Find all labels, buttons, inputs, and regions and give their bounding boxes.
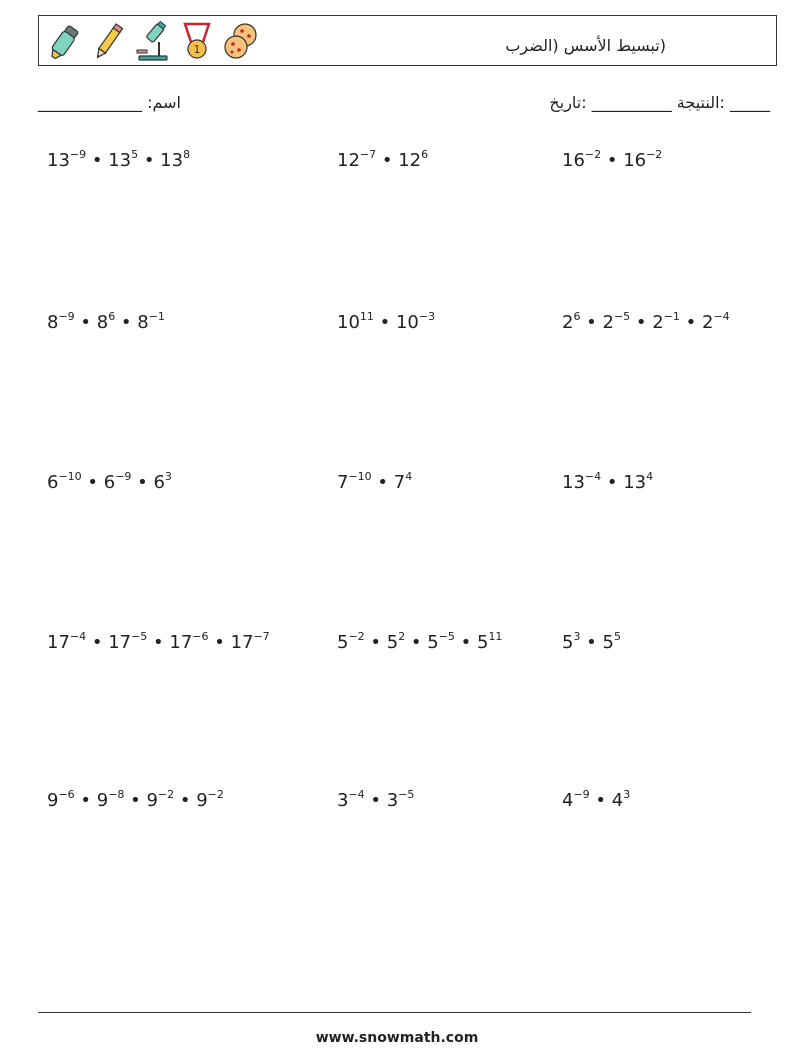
term-exponent: −5 [438,630,455,643]
multiply-operator: • [86,150,109,171]
multiply-operator: • [115,312,138,333]
footer-divider [38,1012,751,1013]
term-base: 10 [395,312,419,333]
term-exponent: 3 [164,470,172,483]
problem-2 [337,150,428,171]
term-base: 12 [337,150,360,171]
term-exponent: −1 [148,310,165,323]
multiply-operator: • [589,790,612,811]
problem-11 [337,632,502,653]
multiply-operator: • [601,150,624,171]
term-base: 13 [108,150,132,171]
term-base: 13 [47,150,70,171]
term-exponent: −4 [69,630,87,643]
name-field-line: _____________ :اسم [38,93,181,112]
term-exponent: −5 [398,788,415,801]
footer-url: www.snowmath.com [315,1030,479,1046]
multiply-operator: • [580,632,603,653]
term-exponent: −4 [584,470,602,483]
problem-1 [47,150,190,171]
term-base: 17 [108,632,132,653]
term-base: 16 [623,150,647,171]
term-exponent: −2 [646,148,663,161]
term-exponent: 4 [646,470,654,483]
multiply-operator: • [74,790,97,811]
multiply-operator: • [405,632,428,653]
problem-8 [337,472,412,493]
multiply-operator: • [74,312,97,333]
term-exponent: 6 [421,148,429,161]
multiply-operator: • [679,312,702,333]
term-exponent: 3 [623,788,631,801]
term-base: 2 [602,312,614,333]
term-exponent: −7 [253,630,270,643]
problem-15 [562,790,630,811]
term-exponent: −2 [348,630,365,643]
term-exponent: 6 [573,310,581,323]
term-exponent: 4 [405,470,413,483]
term-exponent: −4 [713,310,730,323]
term-base: 17 [230,632,254,653]
term-base: 12 [398,150,422,171]
term-base: 13 [160,150,184,171]
multiply-operator: • [630,312,653,333]
term-exponent: −2 [207,788,224,801]
worksheet-title: (تبسيط الأسس (الضرب [505,36,666,55]
term-base: 10 [337,312,360,333]
term-exponent: −9 [69,148,87,161]
term-exponent: 6 [108,310,116,323]
term-base: 9 [196,790,208,811]
term-base: 9 [96,790,109,811]
multiply-operator: • [147,632,170,653]
term-base: 3 [386,790,399,811]
problem-3 [562,150,662,171]
problem-13 [47,790,224,811]
term-exponent: −8 [108,788,125,801]
problem-12 [562,632,621,653]
cookies-icon [223,20,259,62]
term-base: 17 [47,632,70,653]
term-base: 17 [169,632,193,653]
term-exponent: 2 [398,630,406,643]
term-base: 5 [337,632,349,653]
term-base: 8 [96,312,109,333]
problem-6 [562,312,730,333]
multiply-operator: • [138,150,161,171]
microscope-icon [135,20,171,62]
multiply-operator: • [174,790,197,811]
term-base: 2 [701,312,714,333]
term-exponent: −9 [58,310,75,323]
multiply-operator: • [373,312,396,333]
multiply-operator: • [81,472,104,493]
term-base: 7 [337,472,349,493]
problem-14 [337,790,414,811]
term-exponent: −3 [418,310,436,323]
term-exponent: 11 [359,310,374,323]
term-base: 5 [602,632,614,653]
term-exponent: 5 [131,148,139,161]
problem-9 [562,472,653,493]
term-base: 2 [562,312,574,333]
term-base: 7 [393,472,406,493]
term-base: 5 [562,632,574,653]
term-base: 4 [562,790,574,811]
term-exponent: −6 [58,788,75,801]
term-base: 13 [623,472,647,493]
problem-7 [47,472,172,493]
term-exponent: −9 [115,470,132,483]
term-exponent: −1 [663,310,680,323]
term-exponent: −2 [584,148,602,161]
term-base: 6 [47,472,59,493]
term-exponent: −4 [348,788,365,801]
term-base: 5 [427,632,439,653]
term-exponent: 3 [573,630,581,643]
term-exponent: −5 [131,630,148,643]
term-base: 13 [562,472,585,493]
term-exponent: −9 [573,788,590,801]
multiply-operator: • [580,312,603,333]
icon-strip [47,20,259,62]
term-base: 8 [137,312,149,333]
term-base: 3 [337,790,349,811]
highlighter-icon [47,20,83,62]
term-base: 9 [146,790,158,811]
multiply-operator: • [371,472,394,493]
problem-5 [337,312,435,333]
multiply-operator: • [131,472,154,493]
multiply-operator: • [376,150,399,171]
term-exponent: 8 [183,148,191,161]
medal-icon [179,20,215,62]
term-base: 5 [386,632,399,653]
term-base: 6 [153,472,165,493]
problem-4 [47,312,165,333]
worksheet-header [38,15,777,66]
multiply-operator: • [364,632,387,653]
svg-text:1: 1 [193,43,201,56]
multiply-operator: • [86,632,109,653]
term-base: 6 [103,472,116,493]
term-exponent: 11 [488,630,503,643]
term-base: 4 [611,790,624,811]
term-base: 8 [47,312,59,333]
term-base: 2 [652,312,664,333]
term-base: 5 [476,632,489,653]
multiply-operator: • [208,632,231,653]
pencil-icon [91,20,127,62]
term-exponent: −2 [157,788,175,801]
term-exponent: −6 [192,630,209,643]
multiply-operator: • [454,632,477,653]
problem-10 [47,632,270,653]
term-exponent: −7 [359,148,377,161]
term-base: 16 [562,150,585,171]
term-exponent: 5 [613,630,621,643]
term-exponent: −10 [348,470,372,483]
term-exponent: −10 [58,470,82,483]
term-exponent: −5 [613,310,631,323]
date-score-field-line: النتيجة __________ :تاريخ: _____ [549,93,770,112]
multiply-operator: • [601,472,624,493]
multiply-operator: • [124,790,147,811]
term-base: 9 [47,790,59,811]
multiply-operator: • [364,790,387,811]
